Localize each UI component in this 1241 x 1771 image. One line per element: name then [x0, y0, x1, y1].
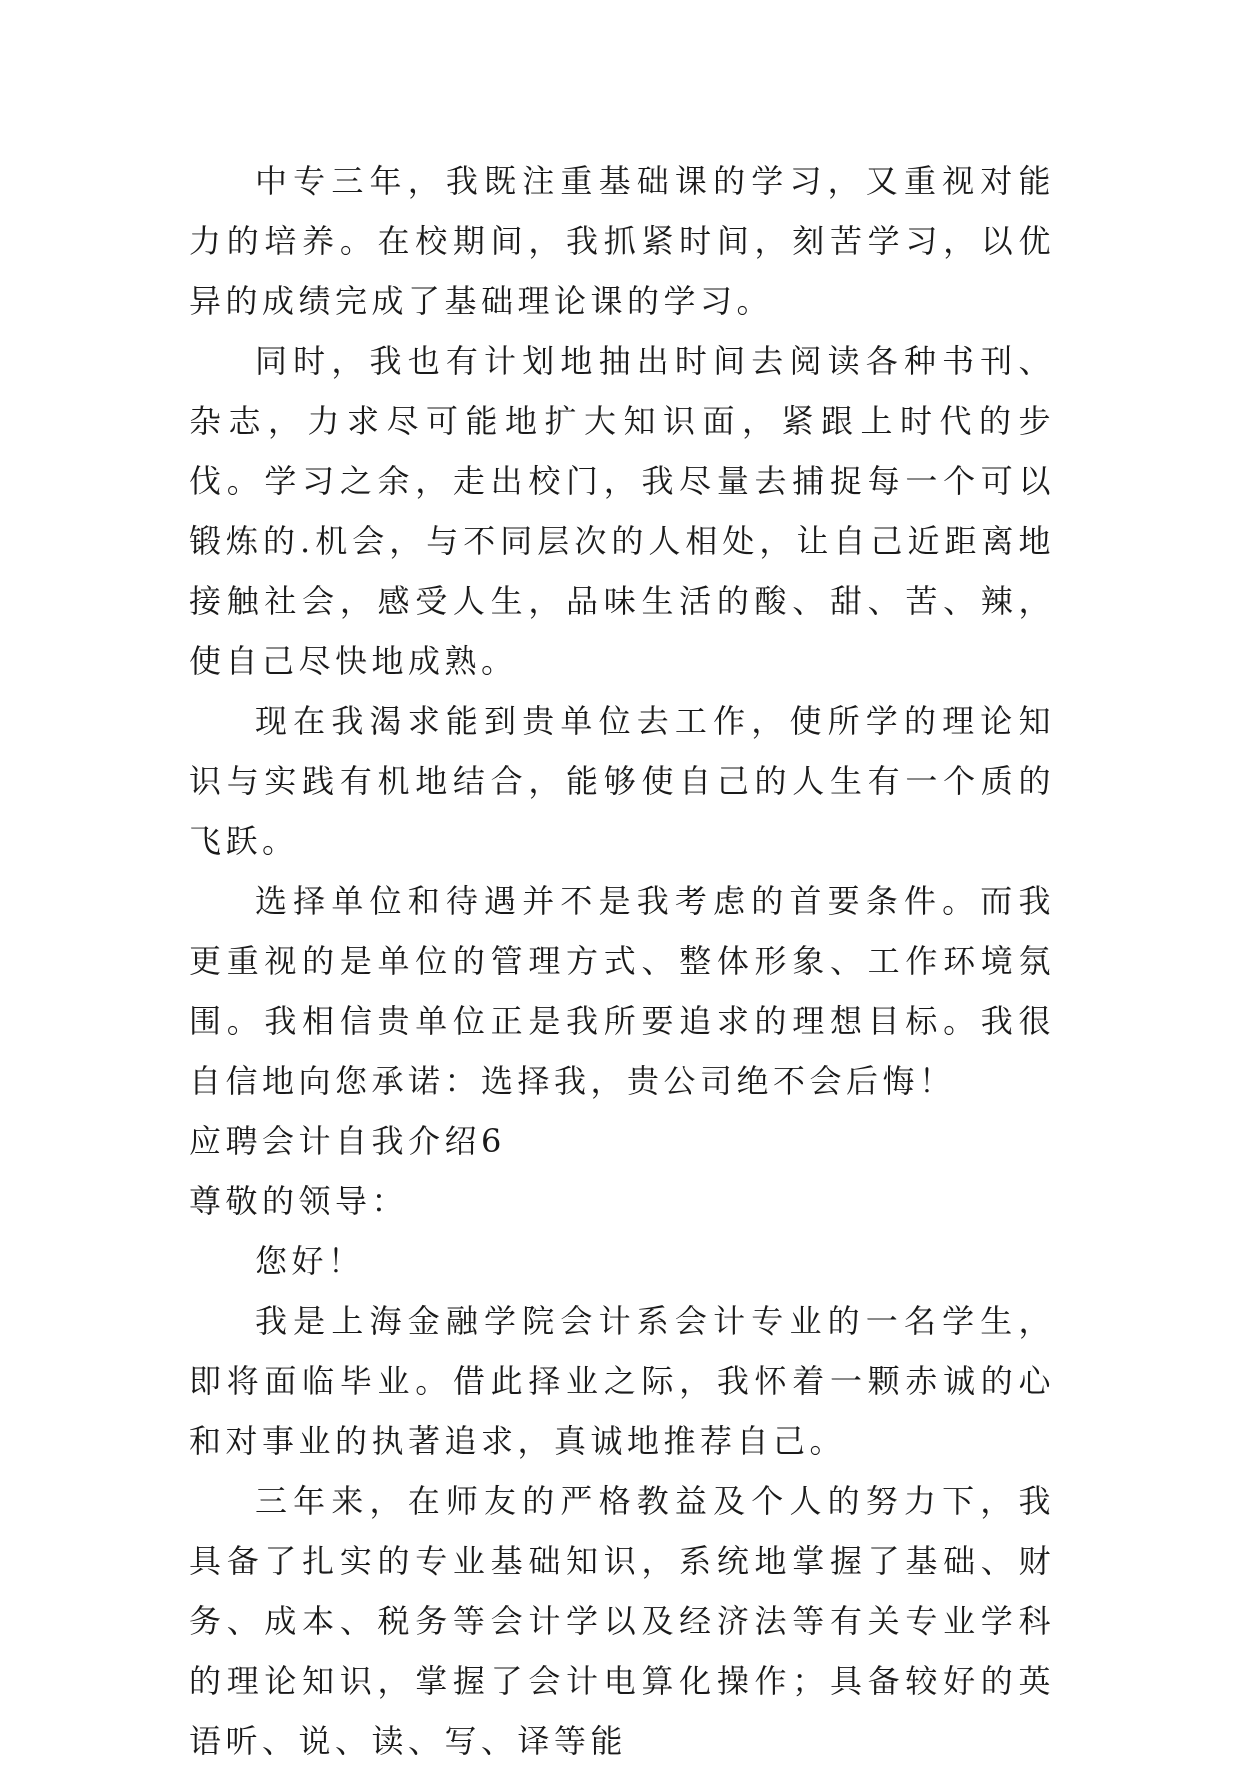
greeting: 您好！: [255, 1242, 365, 1280]
paragraph-choice: 选择单位和待遇并不是我考虑的首要条件。而我更重视的是单位的管理方式、整体形象、工作环境氛围。我相信贵单位正是我所要追求的理想目标。我很自信地向您承诺：选择我，贵公司绝不会后悔！: [189, 882, 1055, 1100]
salutation: 尊敬的领导：: [189, 1182, 409, 1220]
paragraph-aspiration: 现在我渴求能到贵单位去工作，使所学的理论知识与实践有机地结合，能够使自己的人生有一个质的飞跃。: [189, 702, 1055, 860]
document-body: [189, 151, 1055, 1771]
paragraph-study: 中专三年，我既注重基础课的学习，又重视对能力的培养。在校期间，我抓紧时间，刻苦学习，以优异的成绩完成了基础理论课的学习。: [189, 162, 1055, 320]
paragraph-introduction: 我是上海金融学院会计系会计专业的一名学生，即将面临毕业。借此择业之际，我怀着一颗赤诚的心和对事业的执著追求，真诚地推荐自己。: [189, 1302, 1055, 1460]
paragraph-reading: 同时，我也有计划地抽出时间去阅读各种书刊、杂志，力求尽可能地扩大知识面，紧跟上时代的步伐。学习之余，走出校门，我尽量去捕捉每一个可以锻炼的.机会，与不同层次的人相处，让自己近距离地接触社会，感受人生，品味生活的酸、甜、苦、辣，使自己尽快地成熟。: [189, 342, 1055, 680]
section-title: 应聘会计自我介绍6: [189, 1122, 506, 1160]
paragraph-skills: 三年来，在师友的严格教益及个人的努力下，我具备了扎实的专业基础知识，系统地掌握了基础、财务、成本、税务等会计学以及经济法等有关专业学科的理论知识，掌握了会计电算化操作；具备较好的英语听、说、读、写、译等能: [189, 1482, 1055, 1760]
